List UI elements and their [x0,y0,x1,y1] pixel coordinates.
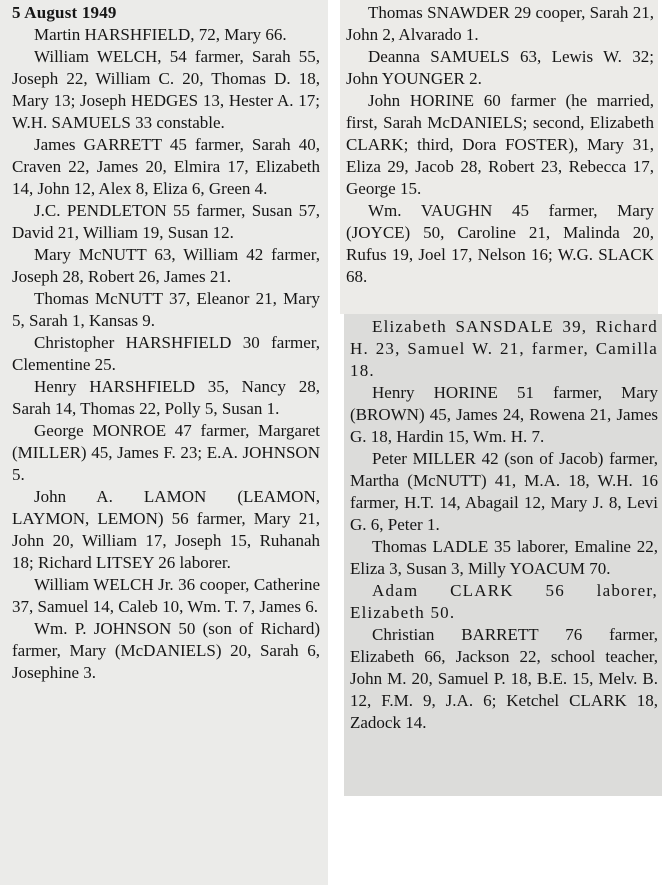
census-entry: Mary McNUTT 63, William 42 farmer, Joseph 28, Robert 26, James 21. [12,245,320,286]
census-entry: Christopher HARSHFIELD 30 farmer, Clementine 25. [12,333,320,374]
census-entry: Adam CLARK 56 laborer, Elizabeth 50. [350,581,658,622]
census-entry: Thomas McNUTT 37, Eleanor 21, Mary 5, Sarah 1, Kansas 9. [12,289,320,330]
census-entry: J.C. PENDLETON 55 farmer, Susan 57, David 21, William 19, Susan 12. [12,201,320,242]
census-entry: William WELCH Jr. 36 cooper, Catherine 37, Samuel 14, Caleb 10, Wm. T. 7, James 6. [12,575,320,616]
right-bottom-column [350,316,658,734]
left-clipping [0,0,328,885]
census-entry: Wm. P. JOHNSON 50 (son of Richard) farmer, Mary (McDANIELS) 20, Sarah 6, Josephine 3. [12,619,320,682]
census-entry: Wm. VAUGHN 45 farmer, Mary (JOYCE) 50, Caroline 21, Malinda 20, Rufus 19, Joel 17, Nelson 16; W.G. SLACK 68. [346,201,654,286]
census-entry: John HORINE 60 farmer (he married, first, Sarah McDANIELS; second, Elizabeth CLARK; third, Dora FOSTER), Mary 31, Eliza 29, Jacob 28, Robert 23, Rebecca 17, George 15. [346,91,654,198]
clipping-date: 5 August 1949 [12,3,117,22]
left-column [12,2,320,684]
census-entry: Christian BARRETT 76 farmer, Elizabeth 66, Jackson 22, school teacher, John M. 20, Samuel P. 18, B.E. 15, Melv. B. 12, F.M. 9, J.A. 6; Ketchel CLARK 18, Zadock 14. [350,625,658,732]
census-entry: Henry HARSHFIELD 35, Nancy 28, Sarah 14, Thomas 22, Polly 5, Susan 1. [12,377,320,418]
census-entry: Thomas SNAWDER 29 cooper, Sarah 21, John 2, Alvarado 1. [346,3,654,44]
right-top-clipping [340,0,658,314]
census-entry: George MONROE 47 farmer, Margaret (MILLER) 45, James F. 23; E.A. JOHNSON 5. [12,421,320,484]
right-top-column [346,2,654,288]
census-entry: James GARRETT 45 farmer, Sarah 40, Craven 22, James 20, Elmira 17, Elizabeth 14, John 12, Alex 8, Eliza 6, Green 4. [12,135,320,198]
census-entry: Deanna SAMUELS 63, Lewis W. 32; John YOUNGER 2. [346,47,654,88]
census-entry: Peter MILLER 42 (son of Jacob) farmer, Martha (McNUTT) 41, M.A. 18, W.H. 16 farmer, H.T. 14, Abagail 12, Mary J. 8, Levi G. 6, Peter 1. [350,449,658,534]
right-bottom-clipping [344,314,662,796]
census-entry: Thomas LADLE 35 laborer, Emaline 22, Eliza 3, Susan 3, Milly YOACUM 70. [350,537,658,578]
census-entry: Martin HARSHFIELD, 72, Mary 66. [34,25,287,44]
census-entry: Henry HORINE 51 farmer, Mary (BROWN) 45, James 24, Rowena 21, James G. 18, Hardin 15, Wm. H. 7. [350,383,658,446]
census-entry: Elizabeth SANSDALE 39, Richard H. 23, Samuel W. 21, farmer, Camilla 18. [350,317,658,380]
census-entry: John A. LAMON (LEAMON, LAYMON, LEMON) 56 farmer, Mary 21, John 20, William 17, Joseph 15, Ruhanah 18; Richard LITSEY 26 laborer. [12,487,320,572]
census-entry: William WELCH, 54 farmer, Sarah 55, Joseph 22, William C. 20, Thomas D. 18, Mary 13; Joseph HEDGES 13, Hester A. 17; W.H. SAMUELS 33 constable. [12,47,320,132]
